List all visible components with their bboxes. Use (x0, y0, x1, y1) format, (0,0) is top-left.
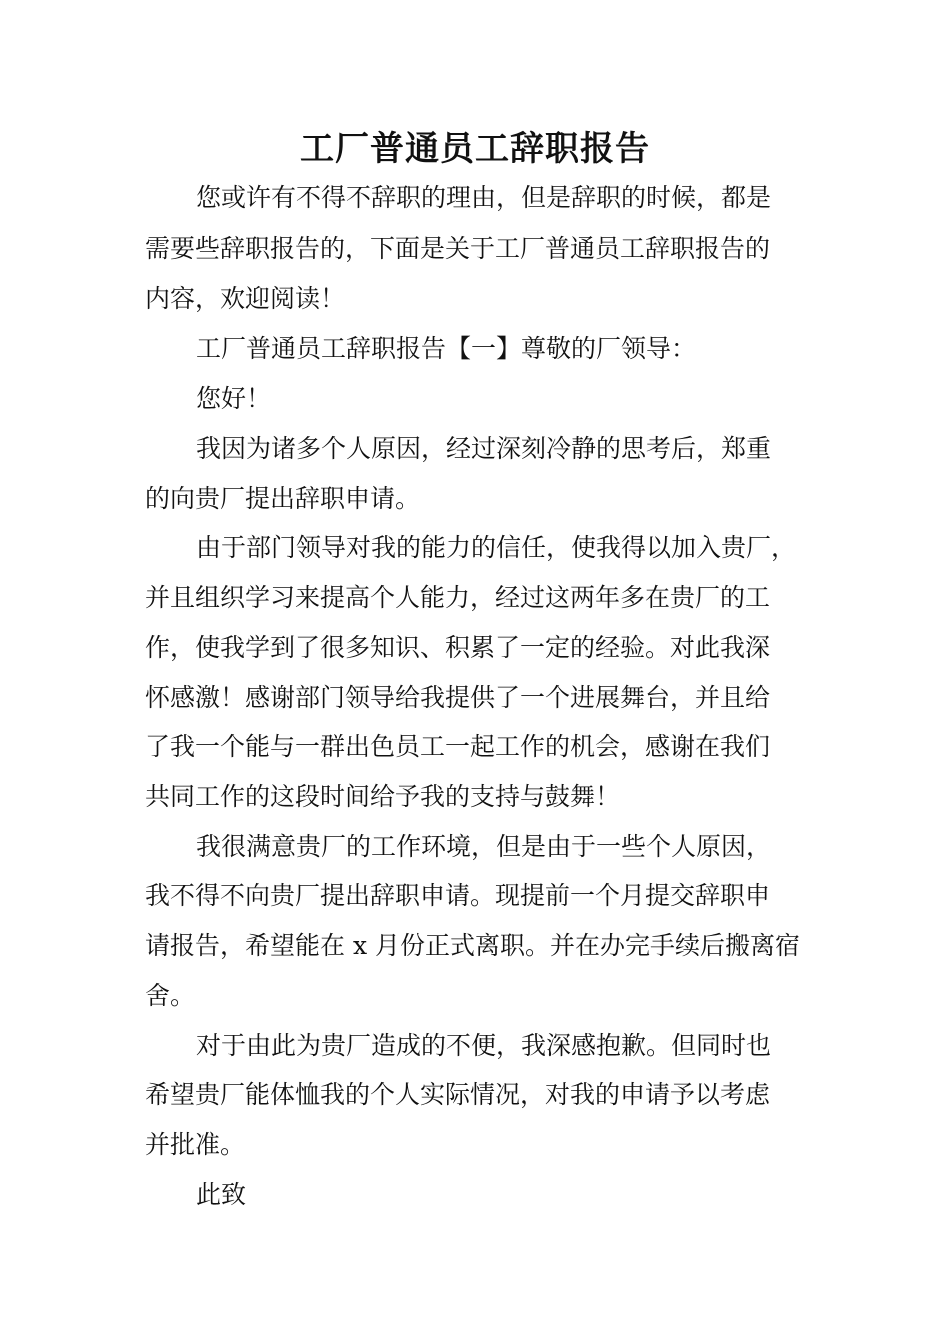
paragraph-line: 您好！ (196, 384, 272, 413)
paragraph-line: 舍。 (145, 981, 196, 1010)
paragraph-line: 共同工作的这段时间给予我的支持与鼓舞！ (145, 782, 621, 811)
paragraph-line: 您或许有不得不辞职的理由，但是辞职的时候，都是 (196, 183, 772, 212)
paragraph-line: 作，使我学到了很多知识、积累了一定的经验。对此我深 (145, 633, 771, 662)
closing-line: 此致 (196, 1180, 247, 1209)
paragraph-line: 并批准。 (145, 1130, 246, 1159)
paragraph-line: 工厂普通员工辞职报告【一】尊敬的厂领导： (196, 334, 697, 363)
paragraph-line: 我不得不向贵厂提出辞职申请。现提前一个月提交辞职申 (145, 881, 771, 910)
paragraph-line: 我很满意贵厂的工作环境，但是由于一些个人原因， (196, 832, 772, 861)
paragraph-line: 由于部门领导对我的能力的信任，使我得以加入贵厂， (196, 533, 797, 562)
paragraph-line: 对于由此为贵厂造成的不便，我深感抱歉。但同时也 (196, 1031, 772, 1060)
paragraph-line: 的向贵厂提出辞职申请。 (145, 484, 421, 513)
paragraph-line: 并且组织学习来提高个人能力，经过这两年多在贵厂的工 (145, 583, 771, 612)
paragraph-line: 内容，欢迎阅读！ (145, 284, 346, 313)
paragraph-line: 需要些辞职报告的，下面是关于工厂普通员工辞职报告的 (145, 234, 771, 263)
paragraph-line: 我因为诸多个人原因，经过深刻冷静的思考后，郑重 (196, 434, 772, 463)
paragraph-line: 了我一个能与一群出色员工一起工作的机会，感谢在我们 (145, 732, 771, 761)
paragraph-line: 怀感激！感谢部门领导给我提供了一个进展舞台，并且给 (145, 683, 771, 712)
paragraph-line: 请报告，希望能在 x 月份正式离职。并在办完手续后搬离宿 (145, 931, 800, 960)
paragraph-line: 希望贵厂能体恤我的个人实际情况，对我的申请予以考虑 (145, 1080, 771, 1109)
document-title: 工厂普通员工辞职报告 (300, 129, 650, 169)
